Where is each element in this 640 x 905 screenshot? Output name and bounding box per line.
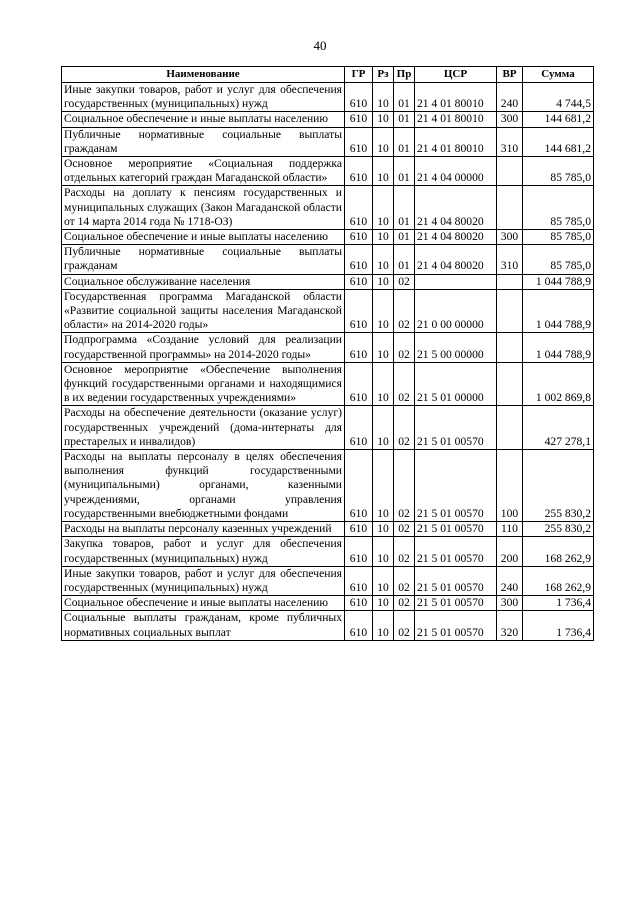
row-vr-cell: 240: [497, 83, 523, 112]
row-rz-cell: 10: [373, 611, 394, 640]
header-name: Наименование: [62, 67, 345, 83]
row-vr-cell: 100: [497, 450, 523, 522]
row-sum-cell: 1 002 869,8: [523, 362, 594, 406]
row-gr-cell: 610: [345, 112, 373, 127]
row-name-cell: Социальное обеспечение и иные выплаты населению: [62, 230, 345, 245]
table-row: [62, 245, 594, 274]
row-csr-cell: 21 5 00 00000: [415, 333, 497, 362]
row-rz-cell: 10: [373, 157, 394, 186]
row-name-cell: Расходы на обеспечение деятельности (оказание услуг) государственных учреждений (дома-интернаты для престарелых и инвалидов): [62, 406, 345, 450]
row-gr-cell: 610: [345, 450, 373, 522]
row-csr-cell: 21 4 01 80010: [415, 112, 497, 127]
row-sum-cell: 255 830,2: [523, 522, 594, 537]
row-sum-cell: 1 736,4: [523, 596, 594, 611]
row-pr-cell: 01: [394, 157, 415, 186]
row-csr-cell: 21 0 00 00000: [415, 289, 497, 333]
table-row: [62, 157, 594, 186]
header-vr: ВР: [497, 67, 523, 83]
page-number: 40: [313, 38, 327, 53]
row-csr-cell: 21 5 01 00570: [415, 596, 497, 611]
row-gr-cell: 610: [345, 157, 373, 186]
row-csr-cell: [415, 274, 497, 289]
row-vr-cell: 310: [497, 127, 523, 156]
row-gr-cell: 610: [345, 537, 373, 566]
row-sum-cell: 168 262,9: [523, 566, 594, 595]
row-gr-cell: 610: [345, 274, 373, 289]
row-csr-cell: 21 4 04 80020: [415, 230, 497, 245]
row-pr-cell: 02: [394, 362, 415, 406]
row-gr-cell: 610: [345, 186, 373, 230]
row-pr-cell: 02: [394, 596, 415, 611]
row-rz-cell: 10: [373, 537, 394, 566]
row-sum-cell: 168 262,9: [523, 537, 594, 566]
row-vr-cell: 200: [497, 537, 523, 566]
row-pr-cell: 01: [394, 127, 415, 156]
row-rz-cell: 10: [373, 596, 394, 611]
table-row: [62, 289, 594, 333]
row-name-cell: Закупка товаров, работ и услуг для обеспечения государственных (муниципальных) нужд: [62, 537, 345, 566]
row-vr-cell: [497, 274, 523, 289]
row-gr-cell: 610: [345, 83, 373, 112]
row-rz-cell: 10: [373, 450, 394, 522]
table-header-row: [62, 67, 594, 83]
table-row: [62, 596, 594, 611]
row-name-cell: Расходы на доплату к пенсиям государственных и муниципальных служащих (Закон Магаданской области от 14 марта 2014 года № 1718-ОЗ): [62, 186, 345, 230]
row-pr-cell: 01: [394, 186, 415, 230]
row-csr-cell: 21 5 01 00570: [415, 537, 497, 566]
row-csr-cell: 21 5 01 00570: [415, 566, 497, 595]
row-vr-cell: 320: [497, 611, 523, 640]
row-pr-cell: 01: [394, 112, 415, 127]
row-sum-cell: 1 044 788,9: [523, 274, 594, 289]
row-rz-cell: 10: [373, 83, 394, 112]
row-pr-cell: 01: [394, 245, 415, 274]
table-row: [62, 112, 594, 127]
row-rz-cell: 10: [373, 362, 394, 406]
table-row: [62, 406, 594, 450]
row-sum-cell: 427 278,1: [523, 406, 594, 450]
row-name-cell: Расходы на выплаты персоналу в целях обеспечения выполнения функций государственными (муниципальными) органами, казенными учреждениями, органами управления государственными внебюджетными фондами: [62, 450, 345, 522]
row-rz-cell: 10: [373, 245, 394, 274]
row-rz-cell: 10: [373, 566, 394, 595]
row-vr-cell: [497, 186, 523, 230]
row-pr-cell: 02: [394, 566, 415, 595]
table-row: [62, 450, 594, 522]
row-rz-cell: 10: [373, 522, 394, 537]
row-csr-cell: 21 5 01 00570: [415, 611, 497, 640]
row-pr-cell: 02: [394, 537, 415, 566]
row-gr-cell: 610: [345, 596, 373, 611]
table-row: [62, 230, 594, 245]
row-sum-cell: 1 044 788,9: [523, 333, 594, 362]
row-name-cell: Публичные нормативные социальные выплаты гражданам: [62, 127, 345, 156]
row-gr-cell: 610: [345, 127, 373, 156]
table-row: [62, 274, 594, 289]
row-vr-cell: 300: [497, 596, 523, 611]
row-rz-cell: 10: [373, 186, 394, 230]
table-row: [62, 611, 594, 640]
row-rz-cell: 10: [373, 289, 394, 333]
header-gr: ГР: [345, 67, 373, 83]
table-row: [62, 522, 594, 537]
row-name-cell: Иные закупки товаров, работ и услуг для обеспечения государственных (муниципальных) нужд: [62, 83, 345, 112]
row-sum-cell: 85 785,0: [523, 230, 594, 245]
row-csr-cell: 21 5 01 00000: [415, 362, 497, 406]
header-rz: Рз: [373, 67, 394, 83]
row-name-cell: Основное мероприятие «Социальная поддержка отдельных категорий граждан Магаданской области»: [62, 157, 345, 186]
row-name-cell: Социальное обеспечение и иные выплаты населению: [62, 112, 345, 127]
table-row: [62, 566, 594, 595]
table-row: [62, 537, 594, 566]
row-csr-cell: 21 5 01 00570: [415, 450, 497, 522]
row-pr-cell: 02: [394, 406, 415, 450]
row-gr-cell: 610: [345, 289, 373, 333]
header-csr: ЦСР: [415, 67, 497, 83]
row-pr-cell: 01: [394, 230, 415, 245]
row-gr-cell: 610: [345, 611, 373, 640]
row-rz-cell: 10: [373, 230, 394, 245]
row-name-cell: Публичные нормативные социальные выплаты гражданам: [62, 245, 345, 274]
table-row: [62, 83, 594, 112]
row-gr-cell: 610: [345, 566, 373, 595]
row-pr-cell: 01: [394, 83, 415, 112]
row-vr-cell: 300: [497, 230, 523, 245]
row-rz-cell: 10: [373, 406, 394, 450]
row-sum-cell: 85 785,0: [523, 245, 594, 274]
budget-table: [61, 66, 594, 641]
header-pr: Пр: [394, 67, 415, 83]
row-name-cell: Социальные выплаты гражданам, кроме публичных нормативных социальных выплат: [62, 611, 345, 640]
row-name-cell: Подпрограмма «Создание условий для реализации государственной программы» на 2014-2020 годы»: [62, 333, 345, 362]
row-name-cell: Социальное обслуживание населения: [62, 274, 345, 289]
row-vr-cell: [497, 289, 523, 333]
row-csr-cell: 21 5 01 00570: [415, 406, 497, 450]
row-gr-cell: 610: [345, 245, 373, 274]
row-rz-cell: 10: [373, 127, 394, 156]
row-sum-cell: 85 785,0: [523, 157, 594, 186]
row-rz-cell: 10: [373, 333, 394, 362]
row-vr-cell: [497, 362, 523, 406]
row-name-cell: Иные закупки товаров, работ и услуг для обеспечения государственных (муниципальных) нужд: [62, 566, 345, 595]
row-csr-cell: 21 4 04 80020: [415, 245, 497, 274]
row-sum-cell: 255 830,2: [523, 450, 594, 522]
row-vr-cell: [497, 157, 523, 186]
row-rz-cell: 10: [373, 274, 394, 289]
row-pr-cell: 02: [394, 289, 415, 333]
row-csr-cell: 21 4 01 80010: [415, 127, 497, 156]
table-row: [62, 127, 594, 156]
row-name-cell: Основное мероприятие «Обеспечение выполнения функций государственными органами и находящимися в их ведении государственных учреждениями»: [62, 362, 345, 406]
header-sum: Сумма: [523, 67, 594, 83]
row-csr-cell: 21 5 01 00570: [415, 522, 497, 537]
row-vr-cell: 110: [497, 522, 523, 537]
row-name-cell: Государственная программа Магаданской области «Развитие социальной защиты населения Магаданской области» на 2014-2020 годы»: [62, 289, 345, 333]
row-sum-cell: 4 744,5: [523, 83, 594, 112]
table-row: [62, 186, 594, 230]
row-vr-cell: [497, 333, 523, 362]
row-gr-cell: 610: [345, 522, 373, 537]
row-csr-cell: 21 4 04 00000: [415, 157, 497, 186]
row-pr-cell: 02: [394, 333, 415, 362]
row-vr-cell: 300: [497, 112, 523, 127]
row-pr-cell: 02: [394, 274, 415, 289]
row-vr-cell: 240: [497, 566, 523, 595]
row-name-cell: Социальное обеспечение и иные выплаты населению: [62, 596, 345, 611]
row-pr-cell: 02: [394, 450, 415, 522]
row-gr-cell: 610: [345, 362, 373, 406]
row-rz-cell: 10: [373, 112, 394, 127]
row-sum-cell: 1 736,4: [523, 611, 594, 640]
row-pr-cell: 02: [394, 522, 415, 537]
row-sum-cell: 144 681,2: [523, 127, 594, 156]
row-sum-cell: 1 044 788,9: [523, 289, 594, 333]
row-gr-cell: 610: [345, 333, 373, 362]
row-sum-cell: 85 785,0: [523, 186, 594, 230]
row-pr-cell: 02: [394, 611, 415, 640]
row-vr-cell: [497, 406, 523, 450]
table-row: [62, 333, 594, 362]
row-gr-cell: 610: [345, 406, 373, 450]
row-sum-cell: 144 681,2: [523, 112, 594, 127]
row-name-cell: Расходы на выплаты персоналу казенных учреждений: [62, 522, 345, 537]
table-row: [62, 362, 594, 406]
row-csr-cell: 21 4 04 80020: [415, 186, 497, 230]
row-csr-cell: 21 4 01 80010: [415, 83, 497, 112]
row-vr-cell: 310: [497, 245, 523, 274]
row-gr-cell: 610: [345, 230, 373, 245]
